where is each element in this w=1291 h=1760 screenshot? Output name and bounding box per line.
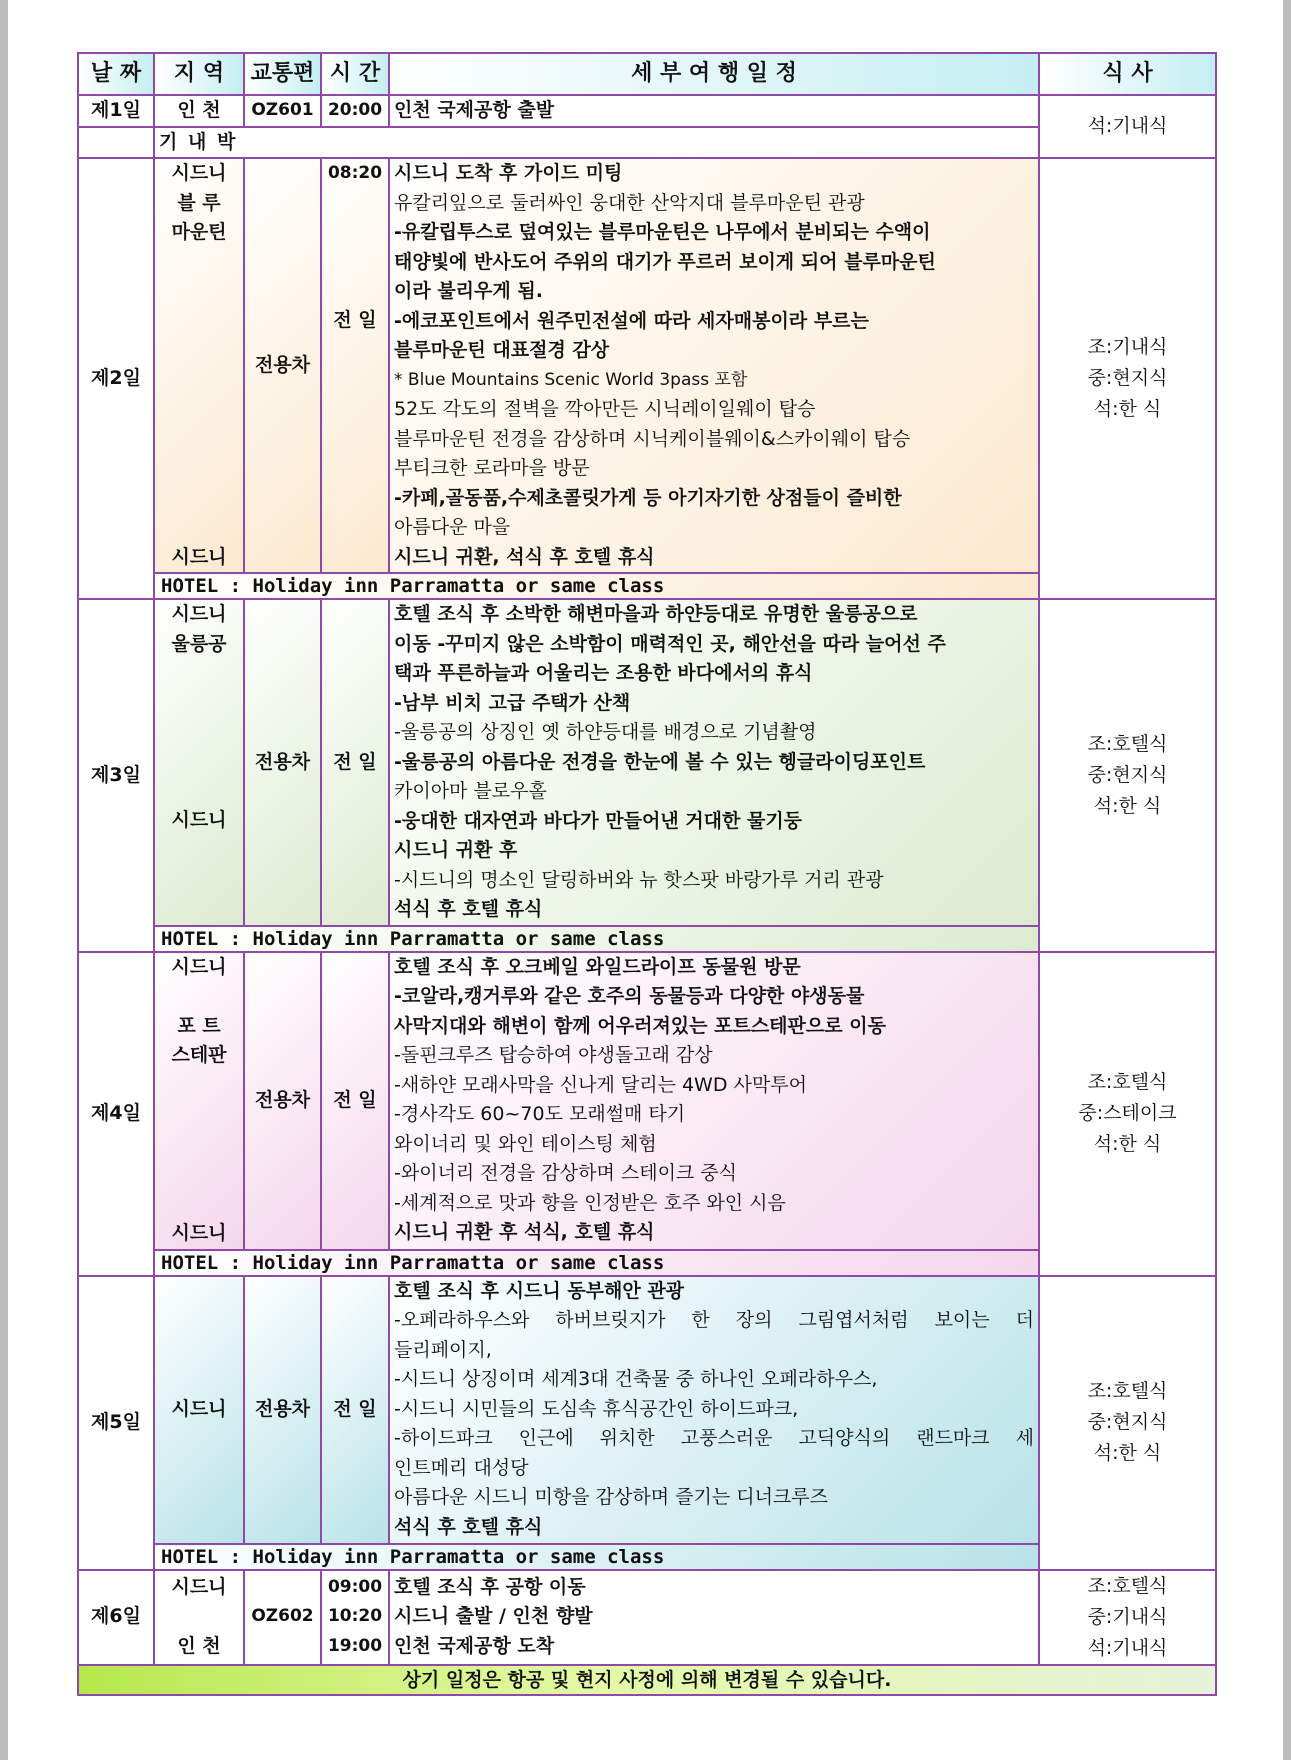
detail-line: -와이너리 전경을 감상하며 스테이크 중식 <box>394 1162 738 1184</box>
detail-line: 이라 불리우게 됨. <box>394 280 543 302</box>
day4-region <box>154 952 244 1250</box>
day1-stay: 기 내 박 <box>154 127 1039 159</box>
detail-line: 호텔 조식 후 공항 이동 <box>394 1575 586 1598</box>
detail-line: -시드니 상징이며 세계3대 건축물 중 하나인 오페라하우스, <box>394 1368 878 1390</box>
detail-line: * Blue Mountains Scenic World 3pass 포함 <box>394 369 748 390</box>
detail-line: -새하얀 모래사막을 신나게 달리는 4WD 사막투어 <box>394 1073 807 1096</box>
detail-line: -울릉공의 아름다운 전경을 한눈에 볼 수 있는 헹글라이딩포인트 <box>394 750 926 773</box>
day5-row <box>78 1276 1216 1544</box>
meal-breakfast: 조:호텔식 <box>1087 1380 1168 1402</box>
region-line: 마운틴 <box>171 221 227 243</box>
detail-line: 이동 -꾸미지 않은 소박함이 매력적인 곳, 해안선을 따라 늘어선 주 <box>394 632 946 655</box>
detail-line: 인천 국제공항 출발 <box>394 99 555 121</box>
day2-transport: 전용차 <box>244 158 321 573</box>
meal-lunch: 중:현지식 <box>1087 1411 1168 1433</box>
day3-row <box>78 599 1216 926</box>
detail-line: 와이너리 및 와인 테이스팅 체험 <box>394 1132 657 1155</box>
time-line: 09:00 <box>327 1576 383 1597</box>
day3-region <box>154 599 244 926</box>
detail-line: 인트메리 대성당 <box>394 1456 529 1479</box>
detail-line: -경사각도 60~70도 모래썰매 타기 <box>394 1103 686 1125</box>
day6-row <box>78 1570 1216 1665</box>
detail-line: 부티크한 로라마을 방문 <box>394 457 590 479</box>
header-meal: 식 사 <box>1039 53 1216 95</box>
day3-meals <box>1039 599 1216 952</box>
detail-line: 호텔 조식 후 시드니 동부해안 관광 <box>394 1279 685 1302</box>
time-line: 10:20 <box>327 1606 383 1627</box>
right-frame <box>1283 0 1291 1760</box>
region-line <box>171 982 226 1012</box>
time-line: 전 일 <box>333 308 377 331</box>
day1-transport: OZ601 <box>244 95 321 127</box>
day4-row <box>78 952 1216 1250</box>
region-line: 시드니 <box>171 1576 227 1598</box>
region-line: 블 루 <box>177 191 221 214</box>
detail-line: -시드니 시민들의 도심속 휴식공간인 하이드파크, <box>394 1397 799 1420</box>
meal-breakfast: 조:기내식 <box>1087 336 1168 358</box>
day2-hotel: HOTEL : Holiday inn Parramatta or same class <box>154 573 1039 599</box>
day5-region: 시드니 <box>154 1276 244 1544</box>
day1-region: 인 천 <box>154 95 244 127</box>
left-frame <box>0 0 8 1760</box>
header-time: 시 간 <box>321 53 389 95</box>
detail-line: 블루마운틴 전경을 감상하며 시닉케이블웨이&스카이웨이 탑승 <box>394 427 911 450</box>
time-line: 19:00 <box>327 1635 383 1656</box>
footer-note: 상기 일정은 항공 및 현지 사정에 의해 변경될 수 있습니다. <box>78 1665 1216 1695</box>
detail-line: -에코포인트에서 원주민전설에 따라 세자매봉이라 부르는 <box>394 309 869 332</box>
meal-dinner: 석:기내식 <box>1087 1636 1168 1659</box>
detail-line: 아름다운 마을 <box>394 516 511 538</box>
region-line: 시드니 <box>171 162 227 184</box>
day1-time: 20:00 <box>321 95 389 127</box>
detail-line: 시드니 도착 후 가이드 미팅 <box>394 162 623 184</box>
day5-detail <box>389 1276 1039 1544</box>
day1-meals <box>1039 95 1216 158</box>
detail-line: -남부 비치 고급 주택가 산책 <box>394 691 631 714</box>
detail-line: 인천 국제공항 도착 <box>394 1634 555 1657</box>
day5-hotel: HOTEL : Holiday inn Parramatta or same class <box>154 1544 1039 1570</box>
detail-line: -세계적으로 맛과 향을 인정받은 호주 와인 시음 <box>394 1191 786 1214</box>
region-line: 시드니 <box>171 545 227 568</box>
meal-lunch: 중:현지식 <box>1087 367 1168 389</box>
detail-line: 시드니 출발 / 인천 향발 <box>394 1605 593 1628</box>
detail-line: 시드니 귀환, 석식 후 호텔 휴식 <box>394 545 655 568</box>
time-line: 08:20 <box>327 163 383 183</box>
meal-dinner: 석:한 식 <box>1093 794 1162 817</box>
day5-transport: 전용차 <box>244 1276 321 1544</box>
detail-line: 석식 후 호텔 휴식 <box>394 1515 543 1538</box>
region-line: 포 트 <box>177 1014 221 1037</box>
detail-line: 시드니 귀환 후 <box>394 839 518 861</box>
detail-line: 태양빛에 반사도어 주위의 대기가 푸르러 보이게 되어 블루마운틴 <box>394 250 936 273</box>
region-line: 스테판 <box>171 1044 227 1066</box>
day1-detail <box>389 95 1039 127</box>
detail-line: 석식 후 호텔 휴식 <box>394 898 543 920</box>
day2-detail <box>389 158 1039 573</box>
day4-label: 제4일 <box>78 952 154 1276</box>
header-date: 날 짜 <box>78 53 154 95</box>
detail-line: -유칼립투스로 덮여있는 블루마운틴은 나무에서 분비되는 수액이 <box>394 221 931 243</box>
meal-breakfast: 조:호텔식 <box>1087 1574 1168 1597</box>
detail-line: -코알라,캥거루와 같은 호주의 동물등과 다양한 야생동물 <box>394 985 865 1007</box>
day1-empty <box>78 127 154 159</box>
meal-dinner: 석:한 식 <box>1093 1442 1162 1464</box>
day3-detail <box>389 599 1039 926</box>
meal-lunch: 중:현지식 <box>1087 763 1168 786</box>
region-line: 울릉공 <box>171 632 227 655</box>
day6-transport: OZ602 <box>244 1570 321 1665</box>
day6-detail <box>389 1570 1039 1665</box>
day2-row <box>78 158 1216 573</box>
detail-line: 52도 각도의 절벽을 깍아만든 시닉레이일웨이 탑승 <box>394 398 816 420</box>
day3-transport: 전용차 <box>244 599 321 926</box>
itinerary-table <box>77 52 1217 1696</box>
meal-dinner: 석:한 식 <box>1093 398 1162 420</box>
detail-line: 아름다운 시드니 미항을 감상하며 즐기는 디너크루즈 <box>394 1486 828 1508</box>
region-spacer <box>159 1603 239 1632</box>
day5-meals <box>1039 1276 1216 1570</box>
detail-line: 시드니 귀환 후 석식, 호텔 휴식 <box>394 1221 655 1243</box>
meal-dinner: 석:기내식 <box>1087 115 1168 137</box>
detail-line: 호텔 조식 후 소박한 해변마을과 하얀등대로 유명한 울릉공으로 <box>394 603 918 625</box>
detail-line: -시드니의 명소인 달링하버와 뉴 핫스팟 바랑가루 거리 관광 <box>394 868 884 891</box>
region-line: 시드니 <box>171 1222 227 1244</box>
day4-detail <box>389 952 1039 1250</box>
meal-dinner: 석:한 식 <box>1093 1133 1162 1155</box>
header-detail: 세 부 여 행 일 정 <box>389 53 1039 95</box>
day2-meals <box>1039 158 1216 599</box>
detail-line: 택과 푸른하늘과 어울리는 조용한 바다에서의 휴식 <box>394 662 813 684</box>
day4-meals <box>1039 952 1216 1276</box>
day6-region <box>154 1570 244 1665</box>
detail-line: -하이드파크 인근에 위치한 고풍스러운 고딕양식의 랜드마크 세 <box>394 1427 1034 1449</box>
meal-lunch: 중:스테이크 <box>1078 1102 1177 1124</box>
day6-times <box>321 1570 389 1665</box>
meal-lunch: 중:기내식 <box>1087 1605 1168 1628</box>
detail-line: -카페,골동품,수제초콜릿가게 등 아기자기한 상점들이 즐비한 <box>394 486 902 509</box>
day4-hotel: HOTEL : Holiday inn Parramatta or same class <box>154 1250 1039 1276</box>
day5-time: 전 일 <box>321 1276 389 1544</box>
detail-line: 카이아마 블로우홀 <box>394 780 547 802</box>
detail-line: -돌핀크루즈 탑승하여 야생돌고래 감상 <box>394 1044 713 1066</box>
detail-line: -웅대한 대자연과 바다가 만들어낸 거대한 물기둥 <box>394 809 803 832</box>
day5-label: 제5일 <box>78 1276 154 1570</box>
detail-line: 사막지대와 해변이 함께 어우러져있는 포트스테판으로 이동 <box>394 1014 886 1037</box>
day1-row <box>78 95 1216 127</box>
detail-line: 유칼리잎으로 둘러싸인 웅대한 산악지대 블루마운틴 관광 <box>394 191 865 214</box>
header-region: 지 역 <box>154 53 244 95</box>
day6-meals <box>1039 1570 1216 1665</box>
day4-transport: 전용차 <box>244 952 321 1250</box>
header-row <box>78 53 1216 95</box>
day3-label: 제3일 <box>78 599 154 952</box>
day2-region <box>154 158 244 573</box>
day6-label: 제6일 <box>78 1570 154 1665</box>
day3-time: 전 일 <box>321 599 389 926</box>
day3-hotel: HOTEL : Holiday inn Parramatta or same class <box>154 926 1039 952</box>
day2-time <box>321 158 389 573</box>
meal-breakfast: 조:호텔식 <box>1087 1071 1168 1093</box>
region-line: 시드니 <box>171 603 227 625</box>
day4-time: 전 일 <box>321 952 389 1250</box>
detail-line: -울릉공의 상징인 옛 하얀등대를 배경으로 기념촬영 <box>394 721 817 743</box>
day1-label: 제1일 <box>78 95 154 127</box>
region-line: 시드니 <box>171 809 227 831</box>
region-line: 인 천 <box>177 1634 221 1657</box>
meal-breakfast: 조:호텔식 <box>1087 732 1168 755</box>
header-transport: 교통편 <box>244 53 321 95</box>
detail-line: -오페라하우스와 하버브릿지가 한 장의 그림엽서처럼 보이는 더 <box>394 1309 1034 1331</box>
day2-label: 제2일 <box>78 158 154 599</box>
region-line: 시드니 <box>171 955 227 978</box>
detail-line: 들리페이지, <box>394 1338 492 1361</box>
footer-row <box>78 1665 1216 1695</box>
detail-line: 호텔 조식 후 오크베일 와일드라이프 동물원 방문 <box>394 955 801 978</box>
detail-line: 블루마운틴 대표절경 감상 <box>394 339 610 361</box>
